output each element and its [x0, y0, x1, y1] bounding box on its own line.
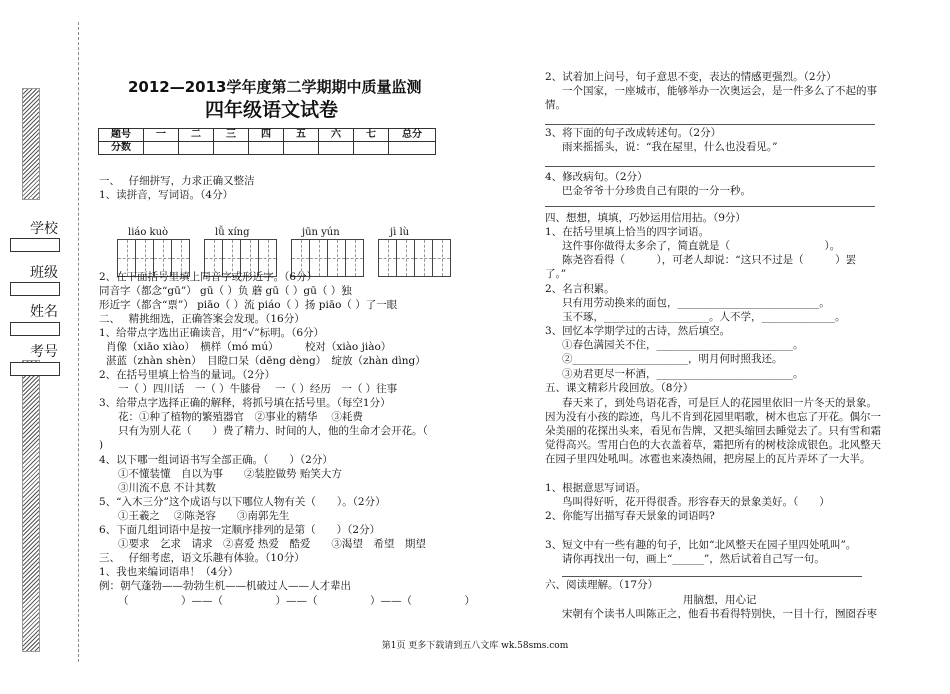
score-table: [98, 128, 436, 155]
r3-line-1: 雨来摇摇头，说：“我在屋里，什么也没看见。”: [562, 141, 778, 153]
passage-line-5: 在园子里四处吼叫。冰雹也来凑热闹，把房屋上的瓦片弄坏了一大半。: [545, 453, 871, 465]
c3-line-1: 花：①种了植物的繁殖器官 ②事业的精华 ③耗费: [118, 411, 363, 423]
c2: 2、在括号里填上恰当的量词。（2分）: [99, 369, 276, 381]
c6-line-1: ①要求 乞求 请求 ②喜爱 热爱 酷爱 ③渴望 希望 期望: [118, 538, 426, 550]
q2-line-1: 同音字（都念“gū”） gū（ ）负 蘑 gū（ ）gū（ ）独: [99, 285, 352, 297]
c2-line-1: 一（ ）四川话 一（ ）牛膝骨 一（ ）经历 一（ ）往事: [118, 383, 398, 395]
r3: 3、将下面的句子改成转述句。（2分）: [545, 127, 722, 139]
c1: 1、给带点字选出正确读音，用“√”标明。（6分）: [99, 327, 325, 339]
reading-line-1: 宋朝有个读书人叫陈正之，他看书看得特别快，一目十行，囫囵吞枣: [562, 608, 877, 620]
d1: 1、我也来编词语串！（4分）: [99, 566, 239, 578]
score-cell[interactable]: [179, 142, 214, 155]
d1-line-1: 例：朝气蓬勃——勃勃生机——机破过人——人才辈出: [99, 580, 351, 592]
e1-line-2: 陈尧咨看得（ ），可老人却说：“这只不过是（ ）罢: [562, 254, 857, 266]
side-name-field[interactable]: [10, 322, 60, 336]
score-col-label: 题号: [99, 129, 144, 142]
c6: 6、下面几组词语中是按一定顺序排列的是第（ ）（2分）: [99, 524, 381, 536]
section-1-heading: 一、 仔细拼写，力求正确又整洁: [99, 175, 255, 187]
c1-line-1: 肖像（xiāo xiào） 横样（mó mú） 校对（xiào jiào）: [106, 341, 392, 353]
r2-line-2: 情。: [545, 99, 566, 111]
f1-line-1: 鸟叫得好听，花开得很香。形容春天的景象美好。（ ）: [562, 496, 830, 508]
section-6-heading: 六、阅读理解。（17分）: [545, 579, 659, 591]
e2: 2、名言积累。: [545, 283, 615, 295]
e2-line-1: 只有用劳动换来的面包，___________________________。: [562, 297, 830, 309]
q2-line-2: 形近字（都含“票”） piāo（ ）流 piáo（ ）扬 piāo（ ）了一眼: [99, 299, 398, 311]
score-cell[interactable]: [249, 142, 284, 155]
answer-line[interactable]: [545, 124, 875, 125]
score-cell[interactable]: [354, 142, 389, 155]
score-table-score-row: [99, 142, 436, 155]
exam-title: 2012—2013学年度第二学期期中质量监测: [128, 78, 422, 96]
section-4-heading: 四、想想，填填，巧妙运用信用拈。（9分）: [545, 212, 746, 224]
c4-line-2: ③川流不息 不计其数: [118, 482, 216, 494]
score-cell[interactable]: [284, 142, 319, 155]
answer-line[interactable]: [545, 206, 875, 207]
binding-strip-top: [22, 88, 40, 200]
f1: 1、根据意思写词语。: [545, 482, 647, 494]
page-footer: 第1页 更多下载请到五八文库 wk.58sms.com: [381, 641, 569, 651]
score-col-3: 三: [214, 129, 249, 142]
passage-line-3: 朵美丽的花探出头来，看见布告牌，又把头缩回去睡觉去了。只有雪和霜: [545, 425, 881, 437]
side-name-label: 姓名: [30, 304, 58, 320]
section-2-heading: 二、 精挑细选，正确答案会发现。（16分）: [99, 313, 305, 325]
score-col-5: 五: [284, 129, 319, 142]
pinyin-3: jūn yún: [302, 227, 340, 238]
e2-line-2: 玉不琢，____________________。人不学，______________。: [562, 311, 846, 323]
e1-line-1: 这件事你做得太多余了，简直就是（ ）。: [562, 240, 841, 252]
score-cell[interactable]: [214, 142, 249, 155]
answer-line[interactable]: [562, 576, 862, 577]
side-school-field[interactable]: [10, 238, 60, 252]
score-col-7: 七: [354, 129, 389, 142]
exam-subtitle: 四年级语文试卷: [205, 99, 339, 121]
pinyin-2: lǚ xíng: [215, 227, 250, 238]
binding-strip-bottom: [22, 360, 40, 652]
r2: 2、试着加上问号，句子意思不变，表达的情感更强烈。（2分）: [545, 71, 837, 83]
q1: 1、读拼音，写词语。（4分）: [99, 189, 234, 201]
side-class-label: 班级: [30, 265, 58, 281]
c3-line-3: ): [99, 439, 104, 451]
r4-line-1: 巴金爷爷十分珍贵自己有限的一分一秒。: [562, 185, 751, 197]
c3-line-2: 只有为别人花（ ）费了精力、时间的人，他的生命才会开花。（: [118, 425, 428, 437]
c4-line-1: ①不懂装懂 自以为事 ②装腔做势 贻笑大方: [118, 468, 342, 480]
score-col-4: 四: [249, 129, 284, 142]
q2: 2、在下面括号里填上同音字或形近字。（6分）: [99, 271, 318, 283]
score-cell[interactable]: [389, 142, 436, 155]
score-cell[interactable]: [144, 142, 179, 155]
score-cell[interactable]: [319, 142, 354, 155]
pinyin-1: liáo kuò: [128, 227, 169, 238]
side-exam-no-field[interactable]: [10, 362, 60, 376]
c1-line-2: 湛蓝（zhàn shèn） 目瞪口呆（dēng dèng） 绽放（zhàn dìng）: [106, 355, 426, 367]
e3-line-3: ③劝君更尽一杯酒，__________________________。: [562, 368, 804, 380]
d1-line-2: （ ）——（ ）——（ ）——（ ）: [118, 595, 475, 607]
section-3-heading: 三、 仔细考虑，语文乐趣有体验。（10分）: [99, 552, 305, 564]
fold-line: [78, 22, 79, 662]
e1-line-3: 了。”: [545, 268, 567, 280]
side-exam-no-label: 考号: [30, 344, 58, 360]
c4: 4、以下哪一组词语书写全部正确。（ ）（2分）: [99, 454, 333, 466]
f3-line-1: 请你再找出一句，画上“______”，然后试着自己写一句。: [562, 553, 825, 565]
passage-line-1: 春天来了，到处鸟语花香，可是巨人的花园里依旧一片冬天的景象。: [562, 397, 877, 409]
r4: 4、修改病句。（2分）: [545, 171, 648, 183]
score-col-2: 二: [179, 129, 214, 142]
score-col-6: 六: [319, 129, 354, 142]
pinyin-4: jì lù: [390, 227, 410, 238]
writing-grid-4[interactable]: [378, 239, 451, 277]
score-col-total: 总分: [389, 129, 436, 142]
passage-line-4: 觉得高兴。雪用白色的大衣盖着草，霜把所有的树枝涂成银色。北风整天: [545, 439, 881, 451]
score-col-1: 一: [144, 129, 179, 142]
passage-line-2: 因为没有小孩的踪迹，鸟儿不肯到花园里唱歌，树木也忘了开花。偶尔一: [545, 411, 881, 423]
side-class-field[interactable]: [10, 282, 60, 296]
score-table-header-row: [99, 129, 436, 142]
section-5-heading: 五、课文精彩片段回放。（8分）: [545, 382, 694, 394]
e3-line-1: ①春色满园关不住，__________________________。: [562, 339, 804, 351]
side-school-label: 学校: [30, 221, 58, 237]
score-row-label: 分数: [99, 142, 144, 155]
f3: 3、短文中有一些有趣的句子，比如“北风整天在园子里四处吼叫”。: [545, 539, 857, 551]
r2-line-1: 一个国家，一座城市，能够举办一次奥运会，是一件多么了不起的事: [562, 85, 877, 97]
answer-line[interactable]: [545, 166, 875, 167]
f2: 2、你能写出描写春天景象的词语吗?: [545, 510, 715, 522]
c5: 5、“入木三分”这个成语与以下哪位人物有关（ ）。（2分）: [99, 496, 386, 508]
e1: 1、在括号里填上恰当的四字词语。: [545, 226, 710, 238]
reading-title: 用脑想，用心记: [683, 594, 757, 606]
c3: 3、给带点字选择正确的解释，将抓号填在括号里。（每空1分）: [99, 397, 391, 409]
c5-line-1: ①王羲之 ②陈尧容 ③南郭先生: [118, 510, 290, 522]
e3-line-2: ②______________________，明月何时照我还。: [562, 353, 783, 365]
e3: 3、回忆本学期学过的古诗，然后填空。: [545, 325, 731, 337]
